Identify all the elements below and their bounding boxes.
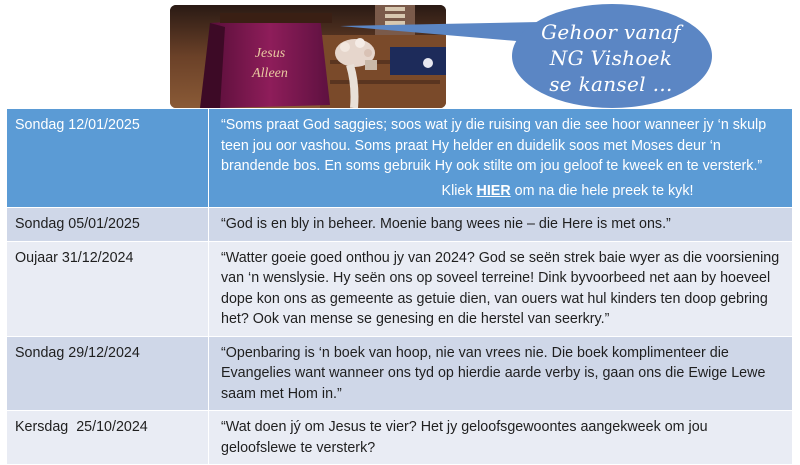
table-row — [7, 109, 793, 208]
sermon-quote-cell — [209, 109, 793, 208]
bubble-line-3: se kansel … — [549, 72, 673, 96]
link-suffix: om na die hele preek te kyk! — [510, 182, 694, 199]
sermon-date: Kersdag 25/10/2024 — [7, 411, 209, 465]
sermon-quote: “God is en bly in beheer. Moenie bang wees nie – die Here is met ons.” — [209, 208, 793, 242]
sermon-quote: “Openbaring is ‘n boek van hoop, nie van vrees nie. Die boek komplimenteer die Evangelies want wanneer ons tyd op hierdie aarde verby is, gaan ons die Ewige Lewe saam met Hom in.” — [209, 336, 793, 411]
link-prefix: Kliek — [441, 182, 477, 199]
sermon-quote: “Wat doen jý om Jesus te vier? Het jy geloofsgewoontes aangekweek om jou geloofslewe te versterk? — [209, 411, 793, 465]
table-row — [7, 208, 793, 242]
watch-link-line — [221, 177, 784, 202]
bubble-caption — [521, 19, 701, 97]
table-row — [7, 241, 793, 336]
table-row — [7, 336, 793, 411]
banner-text-line2: Alleen — [252, 66, 288, 81]
sermon-date: Sondag 05/01/2025 — [7, 208, 209, 242]
sermon-date: Sondag 29/12/2024 — [7, 336, 209, 411]
sermon-date: Sondag 12/01/2025 — [7, 109, 209, 208]
sermon-quote: “Watter goeie goed onthou jy van 2024? God se seën strek baie wyer as die voorsiening van ‘n wenslysie. Hy seën ons op soveel terreine! Dink byvoorbeed net aan by hoeveel dope kon ons as gemeente as getuie dien, van ouers wat hul kinders ten doop gebring het? Ook van mense se genesing en die herstel van seerkry.” — [209, 241, 793, 336]
watch-sermon-link[interactable]: HIER — [476, 182, 511, 199]
bubble-line-2: NG Vishoek — [549, 46, 673, 70]
sermon-quote: “Soms praat God saggies; soos wat jy die ruising van die see hoor wanneer jy ‘n skulp teen jou oor vashou. Soms praat Hy helder en duidelik soos met Moses deur ‘n brandende bos. En soms gebruik Hy ook stilte om jou geloof te kweek en te versterk.” — [221, 117, 767, 174]
table-row — [7, 411, 793, 465]
banner-text-line1: Jesus — [254, 46, 286, 61]
sermon-date: Oujaar 31/12/2024 — [7, 241, 209, 336]
sermon-table — [7, 109, 793, 465]
bubble-line-1: Gehoor vanaf — [541, 20, 681, 44]
